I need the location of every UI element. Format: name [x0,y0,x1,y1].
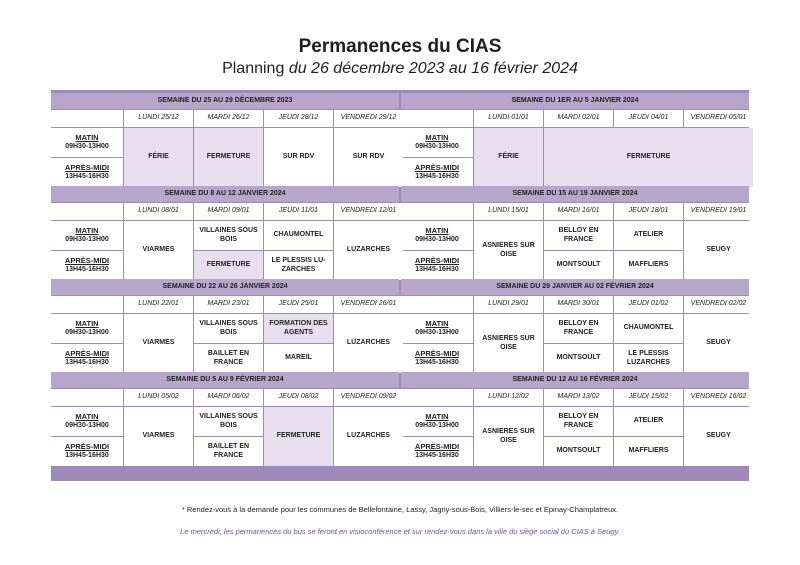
schedule-cell: MAFFLIERS [614,437,683,466]
page-title: Permanences du CIAS [298,36,502,57]
schedule-cell: FÉRIE [474,128,543,187]
schedule-cell: FÉRIE [124,128,193,187]
subtitle-prefix: Planning [222,60,285,77]
day-header: MARDI 09/01 [194,203,263,220]
morning-label: MATIN [425,133,449,143]
afternoon-hours: 13H45-16H30 [65,451,109,459]
day-header: LUNDI 08/01 [124,203,193,220]
day-header: LUNDI 15/01 [474,203,543,220]
afternoon-slot [51,344,123,373]
schedule-cell: BAILLET EN FRANCE [194,437,263,466]
schedule-cell: BELLOY EN FRANCE [544,221,613,250]
afternoon-slot [401,251,473,280]
day-header: JEUDI 11/01 [264,203,333,220]
day-header: LUNDI 22/01 [124,296,193,313]
corner-cell [401,110,473,127]
week-header: SEMAINE DU 1ER AU 5 JANVIER 2024 [401,93,749,109]
subtitle-range: du 26 décembre 2023 au 16 février 2024 [288,60,578,77]
morning-label: MATIN [75,226,99,236]
morning-slot [51,221,123,250]
afternoon-hours: 13H45-16H30 [415,172,459,180]
afternoon-hours: 13H45-16H30 [65,358,109,366]
week-header: SEMAINE DU 29 JANVIER AU 02 FÉVRIER 2024 [401,279,749,295]
morning-slot [401,407,473,436]
schedule-cell: ASNIERES SUR OISE [474,314,543,373]
week-header: SEMAINE DU 12 AU 16 FÉVRIER 2024 [401,372,749,388]
corner-cell [51,203,123,220]
morning-hours: 09H30-13H00 [415,142,459,150]
afternoon-slot [51,251,123,280]
schedule-cell: LUZARCHES [334,221,403,280]
schedule-cell: MAFFLIERS [614,251,683,280]
morning-slot [51,407,123,436]
afternoon-label: APRÈS-MIDI [64,256,110,266]
schedule-cell: ATELIER [614,407,683,436]
morning-hours: 09H30-13H00 [65,235,109,243]
schedule-cell: SEUGY [684,407,753,466]
schedule-cell: FERMETURE [194,251,263,280]
afternoon-label: APRÈS-MIDI [414,256,460,266]
schedule-cell: BELLOY EN FRANCE [544,407,613,436]
afternoon-slot [401,437,473,466]
day-header: MARDI 30/01 [544,296,613,313]
schedule-cell: LUZARCHES [334,314,403,373]
afternoon-hours: 13H45-16H30 [415,451,459,459]
day-header: VENDREDI 16/02 [684,389,753,406]
schedule-cell: MONTSOULT [544,344,613,373]
day-header: JEUDI 18/01 [614,203,683,220]
morning-label: MATIN [75,319,99,329]
morning-slot [51,128,123,157]
day-header: MARDI 26/12 [194,110,263,127]
day-header: VENDREDI 29/12 [334,110,403,127]
week-header: SEMAINE DU 5 AU 9 FÉVRIER 2024 [51,372,399,388]
schedule-cell: CHAUMONTEL [614,314,683,343]
day-header: MARDI 02/01 [544,110,613,127]
corner-cell [51,389,123,406]
afternoon-slot [51,158,123,187]
morning-slot [51,314,123,343]
schedule-cell: BAILLET EN FRANCE [194,344,263,373]
schedule-cell: FERMETURE [194,128,263,187]
corner-cell [401,389,473,406]
day-header: JEUDI 08/02 [264,389,333,406]
day-header: LUNDI 12/02 [474,389,543,406]
schedule-cell: CHAUMONTEL [264,221,333,250]
morning-label: MATIN [75,412,99,422]
day-header: JEUDI 01/02 [614,296,683,313]
day-header: MARDI 23/01 [194,296,263,313]
afternoon-slot [401,344,473,373]
schedule-cell: BELLOY EN FRANCE [544,314,613,343]
afternoon-slot [401,158,473,187]
schedule-cell: ASNIERES SUR OISE [474,407,543,466]
schedule-cell: VILLAINES SOUS BOIS [194,221,263,250]
day-header: JEUDI 15/02 [614,389,683,406]
schedule-cell: MONTSOULT [544,437,613,466]
morning-slot [401,128,473,157]
morning-label: MATIN [425,226,449,236]
corner-cell [401,203,473,220]
morning-hours: 09H30-13H00 [415,328,459,336]
morning-hours: 09H30-13H00 [65,421,109,429]
morning-hours: 09H30-13H00 [65,142,109,150]
day-header: VENDREDI 19/01 [684,203,753,220]
morning-slot [401,221,473,250]
corner-cell [401,296,473,313]
day-header: MARDI 13/02 [544,389,613,406]
schedule-cell: FORMATION DES AGENTS [264,314,333,343]
morning-hours: 09H30-13H00 [65,328,109,336]
afternoon-hours: 13H45-16H30 [65,172,109,180]
afternoon-label: APRÈS-MIDI [414,163,460,173]
afternoon-hours: 13H45-16H30 [415,358,459,366]
schedule-cell: VIARMES [124,221,193,280]
morning-hours: 09H30-13H00 [415,421,459,429]
schedule-cell: VILLAINES SOUS BOIS [194,314,263,343]
afternoon-label: APRÈS-MIDI [414,349,460,359]
week-header: SEMAINE DU 25 AU 29 DÉCEMBRE 2023 [51,93,399,109]
day-header: JEUDI 25/01 [264,296,333,313]
corner-cell [51,110,123,127]
schedule-cell: SEUGY [684,221,753,280]
day-header: VENDREDI 26/01 [334,296,403,313]
schedule-cell: MAREIL [264,344,333,373]
schedule-cell: SUR RDV [264,128,333,187]
week-header: SEMAINE DU 15 AU 19 JANVIER 2024 [401,186,749,202]
schedule-cell: LUZARCHES [334,407,403,466]
afternoon-label: APRÈS-MIDI [64,349,110,359]
day-header: VENDREDI 05/01 [684,110,753,127]
afternoon-label: APRÈS-MIDI [414,442,460,452]
afternoon-hours: 13H45-16H30 [415,265,459,273]
day-header: MARDI 06/02 [194,389,263,406]
footnote: * Rendez-vous à la demande pour les communes de Bellefontaine, Lassy, Jagny-sous-Bois, Villiers-le-sec et Epinay-Champlatreux. [181,505,619,514]
schedule-cell: FERMETURE [264,407,333,466]
schedule-cell: ASNIERES SUR OISE [474,221,543,280]
morning-hours: 09H30-13H00 [415,235,459,243]
morning-slot [401,314,473,343]
page-subtitle [0,60,800,78]
schedule-cell: SUR RDV [334,128,403,187]
afternoon-label: APRÈS-MIDI [64,163,110,173]
week-header: SEMAINE DU 22 AU 26 JANVIER 2024 [51,279,399,295]
schedule-cell: VILLAINES SOUS BOIS [194,407,263,436]
footnote-wednesday: Le mercredi, les permanences du bus se feront en visioconférence et sur rendez-vous dans la ville du siège social du CIAS à Seugy. [180,527,620,536]
afternoon-slot [51,437,123,466]
day-header: MARDI 16/01 [544,203,613,220]
day-header: VENDREDI 02/02 [684,296,753,313]
schedule-cell: LE PLESSIS LU-ZARCHES [264,251,333,280]
day-header: JEUDI 04/01 [614,110,683,127]
day-header: LUNDI 29/01 [474,296,543,313]
morning-label: MATIN [425,319,449,329]
day-header: JEUDI 28/12 [264,110,333,127]
day-header: LUNDI 01/01 [474,110,543,127]
morning-label: MATIN [425,412,449,422]
schedule-cell: FERMETURE [544,128,753,187]
day-header: LUNDI 05/02 [124,389,193,406]
afternoon-hours: 13H45-16H30 [65,265,109,273]
planning-table [51,90,749,481]
schedule-cell: VIARMES [124,314,193,373]
morning-label: MATIN [75,133,99,143]
day-header: LUNDI 25/12 [124,110,193,127]
corner-cell [51,296,123,313]
schedule-cell: VIARMES [124,407,193,466]
day-header: VENDREDI 12/01 [334,203,403,220]
schedule-cell: MONTSOULT [544,251,613,280]
schedule-cell: SEUGY [684,314,753,373]
day-header: VENDREDI 09/02 [334,389,403,406]
week-header: SEMAINE DU 8 AU 12 JANVIER 2024 [51,186,399,202]
afternoon-label: APRÈS-MIDI [64,442,110,452]
schedule-cell: ATELIER [614,221,683,250]
schedule-cell: LE PLESSIS LUZARCHES [614,344,683,373]
